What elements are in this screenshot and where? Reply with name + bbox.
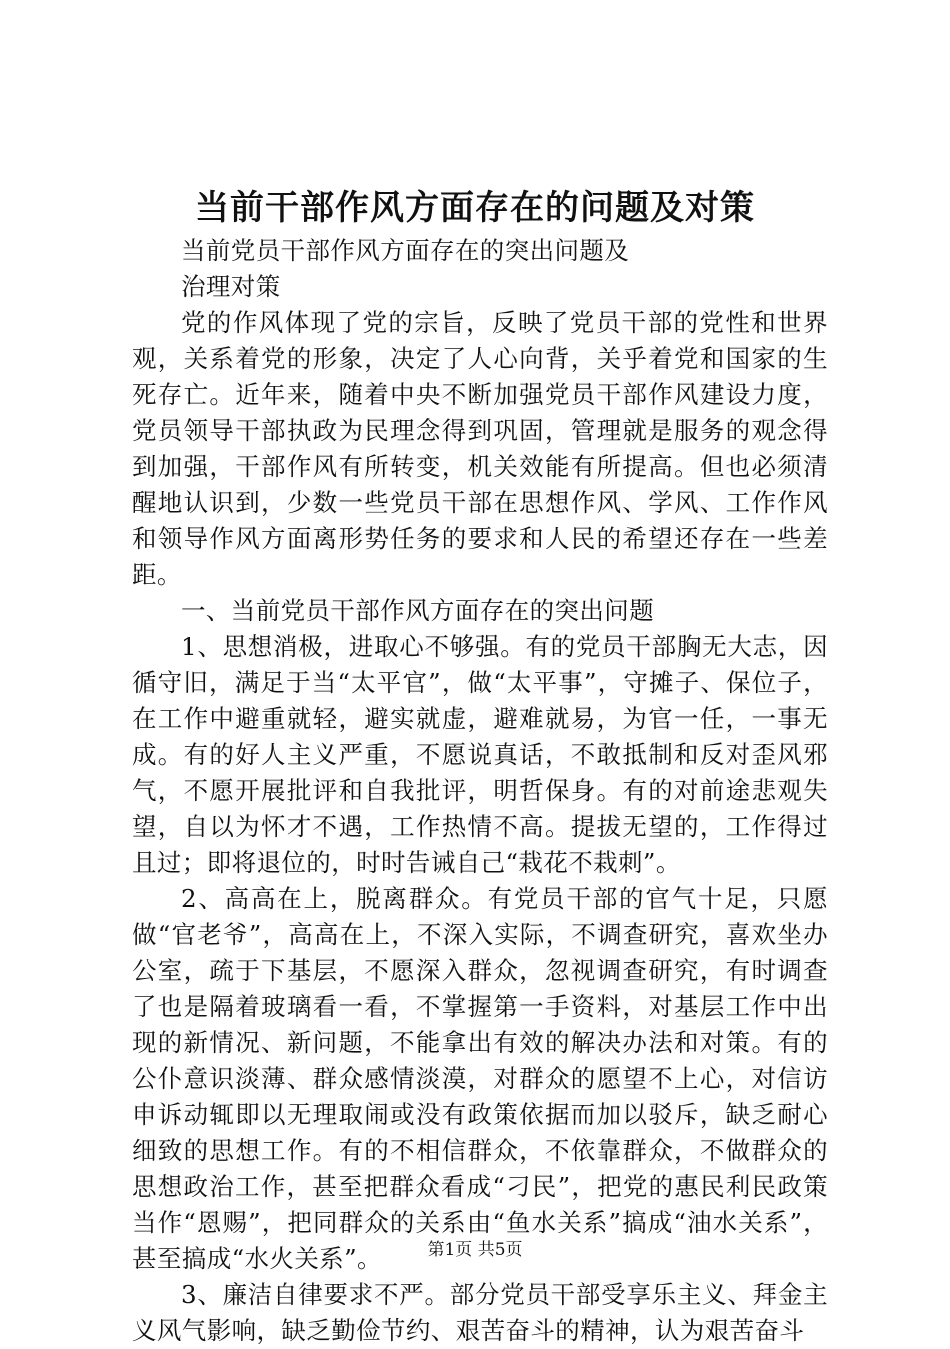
document-title: 当前干部作风方面存在的问题及对策 [195, 188, 755, 228]
document-body [132, 233, 828, 1349]
section-heading: 一、当前党员干部作风方面存在的突出问题 [181, 596, 655, 625]
subtitle-line-1: 当前党员干部作风方面存在的突出问题及 [181, 236, 630, 265]
paragraph-item-1: 1、思想消极，进取心不够强。有的党员干部胸无大志，因循守旧，满足于当“太平官”，做“太平事”，守摊子、保位子，在工作中避重就轻，避实就虚，避难就易，为官一任，一事无成。有的好人主义严重，不愿说真话，不敢抵制和反对歪风邪气，不愿开展批评和自我批评，明哲保身。有的对前途悲观失望，自以为怀才不遇，工作热情不高。提拔无望的，工作得过且过；即将退位的，时时告诫自己“栽花不栽刺”。 [132, 632, 828, 877]
paragraph-item-3: 3、廉洁自律要求不严。部分党员干部受享乐主义、拜金主义风气影响，缺乏勤俭节约、艰苦奋斗的精神，认为艰苦奋斗 [132, 1280, 828, 1345]
subtitle-line-2: 治理对策 [181, 272, 281, 301]
paragraph-item-2: 2、高高在上，脱离群众。有党员干部的官气十足，只愿做“官老爷”，高高在上，不深入实际，不调查研究，喜欢坐办公室，疏于下基层，不愿深入群众，忽视调查研究，有时调查了也是隔着玻璃看一看，不掌握第一手资料，对基层工作中出现的新情况、新问题，不能拿出有效的解决办法和对策。有的公仆意识淡薄、群众感情淡漠，对群众的愿望不上心，对信访申诉动辄即以无理取闹或没有政策依据而加以驳斥，缺乏耐心细致的思想工作。有的不相信群众，不依靠群众，不做群众的思想政治工作，甚至把群众看成“刁民”，把党的惠民利民政策当作“恩赐”，把同群众的关系由“鱼水关系”搞成“油水关系”，甚至搞成“水火关系”。 [132, 884, 828, 1273]
page-number-footer: 第1页 共5页 [427, 1240, 523, 1260]
paragraph-intro: 党的作风体现了党的宗旨，反映了党员干部的党性和世界观，关系着党的形象，决定了人心向背，关乎着党和国家的生死存亡。近年来，随着中央不断加强党员干部作风建设力度，党员领导干部执政为民理念得到巩固，管理就是服务的观念得到加强，干部作风有所转变，机关效能有所提高。但也必须清醒地认识到，少数一些党员干部在思想作风、学风、工作作风和领导作风方面离形势任务的要求和人民的希望还存在一些差距。 [132, 308, 828, 589]
